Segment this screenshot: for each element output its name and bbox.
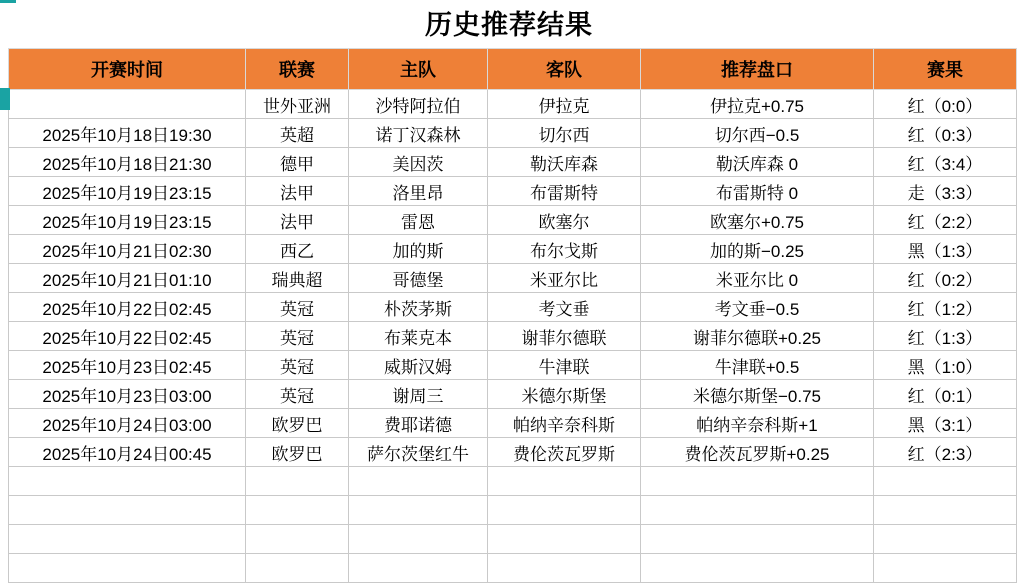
table-row — [9, 351, 1017, 380]
cell-league: 英超 — [246, 119, 349, 148]
result-label: 黑 — [907, 357, 925, 377]
cell-home-team: 谢周三 — [349, 380, 488, 409]
result-score: （0:1） — [924, 386, 983, 406]
cell-home-team: 朴茨茅斯 — [349, 293, 488, 322]
cell-pick: 伊拉克+0.75 — [641, 90, 874, 119]
cell-home-team: 萨尔茨堡红牛 — [349, 438, 488, 467]
cell-home-team: 加的斯 — [349, 235, 488, 264]
result-score: （1:3） — [924, 328, 983, 348]
cell-home-team: 美因茨 — [349, 148, 488, 177]
result-score: （1:0） — [924, 357, 983, 377]
cell-away-team: 布尔戈斯 — [488, 235, 641, 264]
cell-time: 2025年10月23日03:00 — [9, 380, 246, 409]
cell-pick: 牛津联+0.5 — [641, 351, 874, 380]
result-score: （1:3） — [924, 241, 983, 261]
cell-time: 2025年10月21日01:10 — [9, 264, 246, 293]
cell-pick: 切尔西−0.5 — [641, 119, 874, 148]
table-body — [9, 90, 1017, 583]
cell-league: 瑞典超 — [246, 264, 349, 293]
cell-away-team: 勒沃库森 — [488, 148, 641, 177]
table-header — [9, 49, 1017, 90]
result-label: 红 — [907, 270, 925, 290]
cell-blank — [874, 496, 1017, 525]
cell-away-team: 谢菲尔德联 — [488, 322, 641, 351]
table-blank-row — [9, 467, 1017, 496]
cell-league: 英冠 — [246, 293, 349, 322]
table-row — [9, 177, 1017, 206]
column-header-home-team: 主队 — [349, 49, 488, 90]
cell-blank — [9, 554, 246, 583]
cell-away-team: 欧塞尔 — [488, 206, 641, 235]
cell-blank — [349, 554, 488, 583]
result-label: 红 — [907, 212, 925, 232]
table-blank-row — [9, 525, 1017, 554]
column-header-pick: 推荐盘口 — [641, 49, 874, 90]
result-label: 红 — [907, 328, 925, 348]
cell-league: 欧罗巴 — [246, 438, 349, 467]
result-label: 红 — [907, 154, 925, 174]
table-row — [9, 380, 1017, 409]
cell-time: 2025年10月18日21:30 — [9, 148, 246, 177]
cell-pick: 布雷斯特 0 — [641, 177, 874, 206]
column-header-time: 开赛时间 — [9, 49, 246, 90]
result-score: （2:3） — [924, 444, 983, 464]
cell-blank — [488, 554, 641, 583]
cell-blank — [246, 525, 349, 554]
cell-blank — [641, 467, 874, 496]
cell-time: 2025年10月18日19:30 — [9, 119, 246, 148]
table-row — [9, 148, 1017, 177]
cell-away-team: 米德尔斯堡 — [488, 380, 641, 409]
cell-result — [874, 206, 1017, 235]
cell-time: 2025年10月22日02:45 — [9, 293, 246, 322]
cell-league: 西乙 — [246, 235, 349, 264]
table-blank-row — [9, 554, 1017, 583]
cell-pick: 米德尔斯堡−0.75 — [641, 380, 874, 409]
table-row — [9, 438, 1017, 467]
cell-blank — [641, 525, 874, 554]
cell-time: 2025年10月19日23:15 — [9, 206, 246, 235]
cell-home-team: 费耶诺德 — [349, 409, 488, 438]
cell-blank — [874, 554, 1017, 583]
cell-blank — [349, 525, 488, 554]
cell-pick: 费伦茨瓦罗斯+0.25 — [641, 438, 874, 467]
cell-home-team: 威斯汉姆 — [349, 351, 488, 380]
cell-result — [874, 351, 1017, 380]
cell-home-team: 哥德堡 — [349, 264, 488, 293]
result-label: 红 — [907, 386, 925, 406]
cell-league: 英冠 — [246, 380, 349, 409]
page-title: 历史推荐结果 — [425, 10, 593, 40]
accent-bar-left — [0, 88, 10, 110]
cell-league: 英冠 — [246, 351, 349, 380]
cell-home-team: 雷恩 — [349, 206, 488, 235]
cell-result — [874, 409, 1017, 438]
cell-pick: 勒沃库森 0 — [641, 148, 874, 177]
result-score: （0:2） — [924, 270, 983, 290]
accent-bar-top — [0, 0, 16, 3]
cell-result — [874, 119, 1017, 148]
cell-league: 法甲 — [246, 177, 349, 206]
cell-blank — [641, 554, 874, 583]
result-label: 红 — [907, 444, 925, 464]
result-label: 黑 — [907, 241, 925, 261]
cell-league: 德甲 — [246, 148, 349, 177]
cell-blank — [9, 525, 246, 554]
table-row — [9, 235, 1017, 264]
cell-result — [874, 293, 1017, 322]
cell-time: 2025年10月23日02:45 — [9, 351, 246, 380]
table-row — [9, 119, 1017, 148]
cell-blank — [349, 496, 488, 525]
history-results-table — [8, 48, 1017, 583]
cell-result — [874, 438, 1017, 467]
table-blank-row — [9, 496, 1017, 525]
cell-pick: 加的斯−0.25 — [641, 235, 874, 264]
cell-away-team: 考文垂 — [488, 293, 641, 322]
result-score: （1:2） — [924, 299, 983, 319]
cell-home-team: 沙特阿拉伯 — [349, 90, 488, 119]
cell-pick: 米亚尔比 0 — [641, 264, 874, 293]
result-score: （3:4） — [924, 154, 983, 174]
cell-away-team: 米亚尔比 — [488, 264, 641, 293]
column-header-away-team: 客队 — [488, 49, 641, 90]
cell-time: 2025年10月24日03:00 — [9, 409, 246, 438]
cell-time — [9, 90, 246, 119]
cell-time: 2025年10月24日00:45 — [9, 438, 246, 467]
cell-result — [874, 380, 1017, 409]
cell-result — [874, 235, 1017, 264]
cell-away-team: 切尔西 — [488, 119, 641, 148]
cell-blank — [874, 467, 1017, 496]
table-row — [9, 90, 1017, 119]
cell-league: 世外亚洲 — [246, 90, 349, 119]
cell-blank — [9, 496, 246, 525]
cell-blank — [246, 554, 349, 583]
result-label: 红 — [907, 125, 925, 145]
cell-result — [874, 322, 1017, 351]
cell-blank — [349, 467, 488, 496]
cell-blank — [641, 496, 874, 525]
cell-pick: 考文垂−0.5 — [641, 293, 874, 322]
cell-pick: 帕纳辛奈科斯+1 — [641, 409, 874, 438]
table-row — [9, 264, 1017, 293]
table-row — [9, 206, 1017, 235]
cell-home-team: 布莱克本 — [349, 322, 488, 351]
cell-away-team: 牛津联 — [488, 351, 641, 380]
column-header-league: 联赛 — [246, 49, 349, 90]
cell-home-team: 诺丁汉森林 — [349, 119, 488, 148]
cell-blank — [874, 525, 1017, 554]
cell-blank — [488, 525, 641, 554]
cell-time: 2025年10月21日02:30 — [9, 235, 246, 264]
cell-pick: 欧塞尔+0.75 — [641, 206, 874, 235]
cell-time: 2025年10月22日02:45 — [9, 322, 246, 351]
result-score: （2:2） — [924, 212, 983, 232]
cell-league: 法甲 — [246, 206, 349, 235]
result-score: （3:1） — [924, 415, 983, 435]
cell-pick: 谢菲尔德联+0.25 — [641, 322, 874, 351]
result-label: 红 — [907, 96, 925, 116]
cell-away-team: 帕纳辛奈科斯 — [488, 409, 641, 438]
cell-blank — [488, 496, 641, 525]
cell-result — [874, 264, 1017, 293]
cell-blank — [246, 496, 349, 525]
cell-time: 2025年10月19日23:15 — [9, 177, 246, 206]
result-score: （0:3） — [924, 125, 983, 145]
result-label: 走 — [907, 183, 925, 203]
cell-league: 英冠 — [246, 322, 349, 351]
result-label: 红 — [907, 299, 925, 319]
cell-away-team: 布雷斯特 — [488, 177, 641, 206]
result-label: 黑 — [907, 415, 925, 435]
cell-home-team: 洛里昂 — [349, 177, 488, 206]
cell-result — [874, 90, 1017, 119]
cell-result — [874, 148, 1017, 177]
table-row — [9, 409, 1017, 438]
result-score: （0:0） — [924, 96, 983, 116]
cell-blank — [9, 467, 246, 496]
result-score: （3:3） — [924, 183, 983, 203]
column-header-result: 赛果 — [874, 49, 1017, 90]
table-header-row — [9, 49, 1017, 90]
cell-blank — [488, 467, 641, 496]
cell-away-team: 伊拉克 — [488, 90, 641, 119]
table-row — [9, 322, 1017, 351]
cell-result — [874, 177, 1017, 206]
cell-away-team: 费伦茨瓦罗斯 — [488, 438, 641, 467]
cell-league: 欧罗巴 — [246, 409, 349, 438]
table-row — [9, 293, 1017, 322]
cell-blank — [246, 467, 349, 496]
